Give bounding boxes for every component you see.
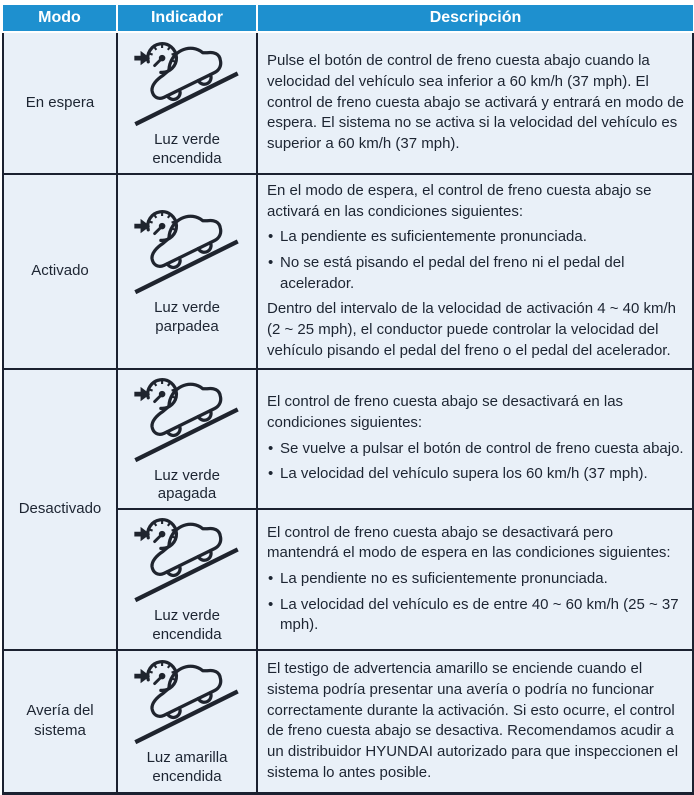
mode-label: Desactivado [18, 499, 102, 517]
description-paragraph: En el modo de espera, el control de freno cuesta abajo se activará en las condiciones siguientes: [267, 182, 652, 220]
downhill-brake-control-icon [133, 206, 241, 296]
bullet-marker: • [268, 228, 274, 246]
description-cell [257, 509, 693, 650]
description-paragraph: El control de freno cuesta abajo se desactivará pero mantendrá el modo de espera en las condiciones siguientes: [267, 523, 671, 562]
mode-label: Activado [31, 261, 89, 279]
indicator-label: Luz verde encendida [152, 607, 222, 643]
mode-indicator-table [2, 5, 694, 795]
bullet-text: La pendiente es suficientemente pronunciada. [280, 228, 587, 246]
bullet-marker: • [268, 465, 274, 483]
description-bullet-item [267, 569, 684, 590]
indicator-cell [117, 174, 257, 369]
indicator-cell [117, 509, 257, 650]
indicator-label: Luz verde parpadea [154, 299, 220, 335]
indicator-cell [117, 369, 257, 510]
column-header-indicador: Indicador [117, 5, 257, 32]
indicator-label: Luz verde apagada [154, 466, 220, 503]
bullet-text: No se está pisando el pedal del freno ni el pedal del acelerador. [280, 254, 625, 292]
downhill-brake-control-icon [133, 38, 241, 128]
bullet-marker: • [268, 439, 274, 457]
bullet-text: La pendiente no es suficientemente pronunciada. [280, 569, 608, 587]
downhill-brake-control-icon [133, 374, 241, 464]
description-cell [257, 174, 693, 369]
table-row [3, 650, 693, 794]
bullet-marker: • [268, 595, 274, 613]
description-cell [257, 369, 693, 510]
mode-label: Avería del sistema [26, 701, 94, 740]
table-row [3, 369, 693, 510]
description-cell [257, 650, 693, 794]
description-bullet-item [267, 439, 684, 460]
indicator-cell [117, 32, 257, 174]
mode-label: En espera [25, 93, 95, 111]
description-paragraph: El testigo de advertencia amarillo se enciende cuando el sistema podría presentar una avería o podría no funcionar correctamente durante la activación. Si esto ocurre, el control de freno cuesta abajo se desactiva. Recomendamos acudir a un distribuidor HYUNDAI autorizado para que inspeccionen el sistema lo antes posible. [267, 660, 679, 781]
description-paragraph: Pulse el botón de control de freno cuesta abajo cuando la velocidad del vehículo sea inferior a 60 km/h (37 mph). El control de freno cuesta abajo se activará y entrará en modo de espera. El sistema no se activa si la velocidad del vehículo es superior a 60 km/h (37 mph). [267, 52, 684, 153]
downhill-brake-control-icon [133, 656, 241, 746]
description-paragraph: Dentro del intervalo de la velocidad de activación 4 ~ 40 km/h (2 ~ 25 mph), el conductor puede controlar la velocidad del vehículo pisando el pedal del freno o el pedal del acelerador. [267, 300, 676, 359]
header-row [3, 5, 693, 32]
indicator-label: Luz verde encendida [152, 130, 222, 167]
column-header-descripcion: Descripción [257, 5, 693, 32]
description-cell [257, 32, 693, 174]
table-row [3, 32, 693, 174]
indicator-cell [117, 650, 257, 794]
description-bullet-item [267, 227, 684, 248]
description-bullet-item [267, 464, 684, 485]
mode-cell [3, 174, 117, 369]
bullet-marker: • [268, 569, 274, 587]
table-row [3, 174, 693, 369]
bullet-text: La velocidad del vehículo supera los 60 km/h (37 mph). [280, 465, 648, 483]
description-bullet-item [267, 595, 684, 636]
downhill-brake-control-icon [133, 514, 241, 604]
bullet-text: Se vuelve a pulsar el botón de control de freno cuesta abajo. [280, 439, 684, 457]
mode-cell [3, 650, 117, 794]
column-header-modo: Modo [3, 5, 117, 32]
indicator-label: Luz amarilla encendida [146, 749, 228, 785]
mode-cell [3, 369, 117, 650]
description-bullet-item [267, 253, 684, 294]
bullet-marker: • [268, 254, 274, 272]
description-paragraph: El control de freno cuesta abajo se desactivará en las condiciones siguientes: [267, 393, 624, 432]
bullet-text: La velocidad del vehículo es de entre 40 ~ 60 km/h (25 ~ 37 mph). [280, 595, 679, 634]
mode-cell [3, 32, 117, 174]
